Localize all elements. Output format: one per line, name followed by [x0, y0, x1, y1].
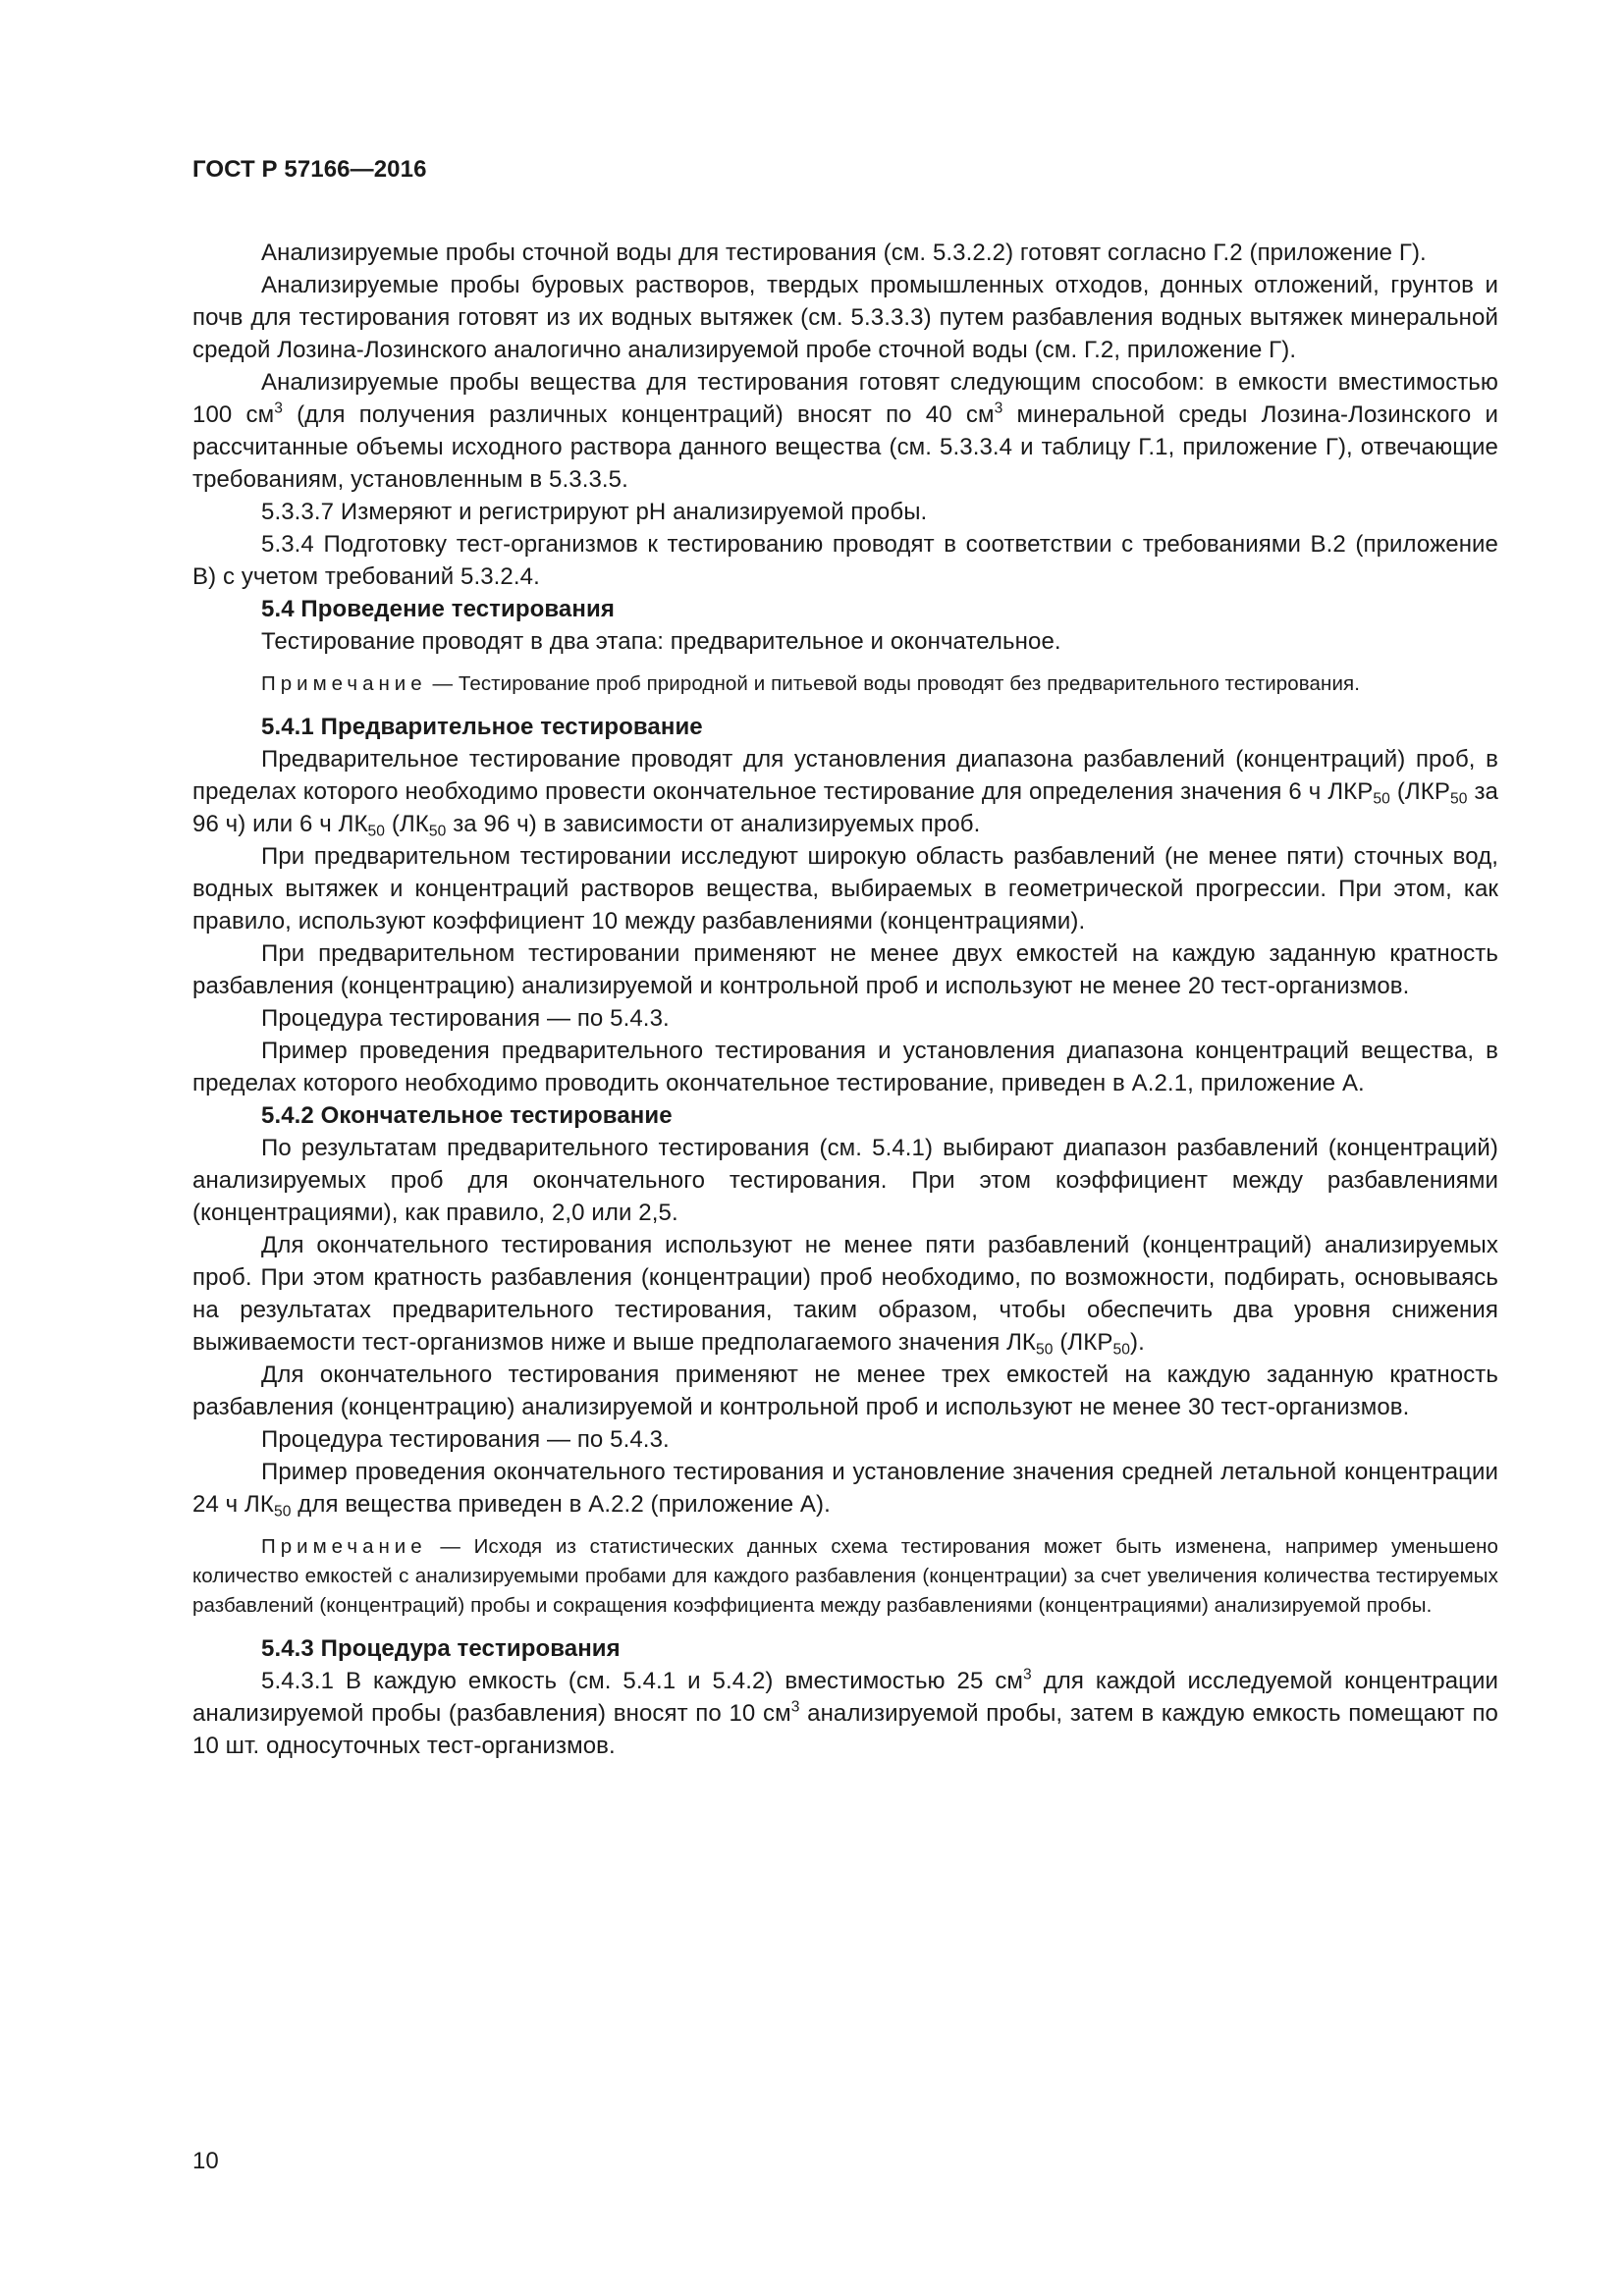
paragraph-preliminary-range: При предварительном тестировании исследуют широкую область разбавлений (не менее пяти) сточных вод, водных вытяжек и концентраций растворов вещества, выбираемых в геометрической прогрессии. При этом, как правило, используют коэффициент 10 между разбавлениями (концентрациями). — [192, 843, 1498, 934]
section-heading-5-4-3: 5.4.3 Процедура тестирования — [261, 1635, 621, 1662]
paragraph-final-dilutions: Для окончательного тестирования используют не менее пяти разбавлений (концентраций) анализируемых проб. При этом кратность разбавления (концентрации) проб необходимо, по возможности, подбирать, основываясь на результатах предварительного тестирования, таким образом, чтобы обеспечить два уровня снижения выживаемости тест-организмов ниже и выше предполагаемого значения $ЛК_{50}$ $(ЛКР_{50})$. — [192, 1232, 1498, 1359]
section-heading-5-4: 5.4 Проведение тестирования — [261, 596, 615, 622]
paragraph-5-3-3-7: 5.3.3.7 Измеряют и регистрируют pH анализируемой пробы. — [261, 499, 928, 525]
section-heading-5-4-1: 5.4.1 Предварительное тестирование — [261, 714, 703, 740]
paragraph-preliminary-purpose: Предварительное тестирование проводят для установления диапазона разбавлений (концентраций) проб, в пределах которого необходимо провести окончательное тестирование для определения значения 6 ч $ЛКР_{50}$ ($ЛКР_{50}$ за 96 ч) или 6 ч $ЛК_{50}$ ($ЛК_{50}$ за 96 ч) в зависимости от анализируемых проб. — [192, 746, 1499, 840]
paragraph-final-range: По результатам предварительного тестирования (см. 5.4.1) выбирают диапазон разбавлений (концентраций) анализируемых проб для окончательного тестирования. При этом коэффициент между разбавлениями (концентрациями), как правило, 2,0 или 2,5. — [192, 1135, 1498, 1226]
paragraph-wastewater-samples: Анализируемые пробы сточной воды для тестирования (см. 5.3.2.2) готовят согласно Г.2 (приложение Г). — [261, 240, 1427, 266]
document-page — [192, 153, 1498, 1762]
paragraph-drilling-samples: Анализируемые пробы буровых растворов, твердых промышленных отходов, донных отложений, грунтов и почв для тестирования готовят из их водных вытяжек (см. 5.3.3.3) путем разбавления водных вытяжек минеральной средой Лозина-Лозинского аналогично анализируемой пробе сточной воды (см. Г.2, приложение Г). — [192, 272, 1498, 363]
paragraph-substance-samples: Анализируемые пробы вещества для тестирования готовят следующим способом: в емкости вместимостью 100 $см^3$ (для получения различных концентраций) вносят по 40 $см^3$ минеральной среды Лозина-Лозинского и рассчитанные объемы исходного раствора данного вещества (см. 5.3.3.4 и таблицу Г.1, приложение Г), отвечающие требованиям, установленным в 5.3.3.5. — [192, 369, 1498, 493]
section-heading-5-4-2: 5.4.2 Окончательное тестирование — [261, 1102, 673, 1129]
paragraph-two-stages: Тестирование проводят в два этапа: предварительное и окончательное. — [261, 628, 1061, 655]
note-2: Примечание — Исходя из статистических данных схема тестирования может быть изменена, например уменьшено количество емкостей с анализируемыми пробами для каждого разбавления (концентрации) за счет увеличения количества тестируемых разбавлений (концентраций) пробы и сокращения коэффициента между разбавлениями (концентрациями) анализируемой пробы. — [192, 1535, 1498, 1617]
paragraph-procedure-ref-1: Процедура тестирования — по 5.4.3. — [261, 1005, 670, 1032]
note-1: Примечание — Тестирование проб природной и питьевой воды проводят без предварительного тестирования. — [261, 672, 1360, 695]
paragraph-final-example: Пример проведения окончательного тестирования и установление значения средней летальной концентрации 24 ч $ЛК_{50}$ для вещества приведен в А.2.2 (приложение А). — [192, 1459, 1498, 1521]
paragraph-preliminary-vessels: При предварительном тестировании применяют не менее двух емкостей на каждую заданную кратность разбавления (концентрацию) анализируемой и контрольной проб и используют не менее 20 тест-организмов. — [192, 940, 1498, 999]
paragraph-5-4-3-1: 5.4.3.1 В каждую емкость (см. 5.4.1 и 5.4.2) вместимостью 25 $см^3$ для каждой исследуемой концентрации анализируемой пробы (разбавления) вносят по 10 $см^3$ анализируемой пробы, затем в каждую емкость помещают по 10 шт. односуточных тест-организмов. — [192, 1666, 1499, 1759]
paragraph-preliminary-example: Пример проведения предварительного тестирования и установления диапазона концентраций вещества, в пределах которого необходимо проводить окончательное тестирование, приведен в А.2.1, приложение А. — [192, 1038, 1498, 1096]
paragraph-final-vessels: Для окончательного тестирования применяют не менее трех емкостей на каждую заданную кратность разбавления (концентрацию) анализируемой и контрольной проб и используют не менее 30 тест-организмов. — [192, 1362, 1498, 1420]
paragraph-procedure-ref-2: Процедура тестирования — по 5.4.3. — [261, 1426, 670, 1453]
paragraph-5-3-4: 5.3.4 Подготовку тест-организмов к тестированию проводят в соответствии с требованиями В.2 (приложение В) с учетом требований 5.3.2.4. — [192, 531, 1498, 590]
note-label: Примечание — [261, 672, 427, 695]
page-number: 10 — [192, 2148, 219, 2174]
note-label: Примечание — [261, 1535, 427, 1558]
document-header: ГОСТ Р 57166—2016 — [192, 156, 427, 183]
